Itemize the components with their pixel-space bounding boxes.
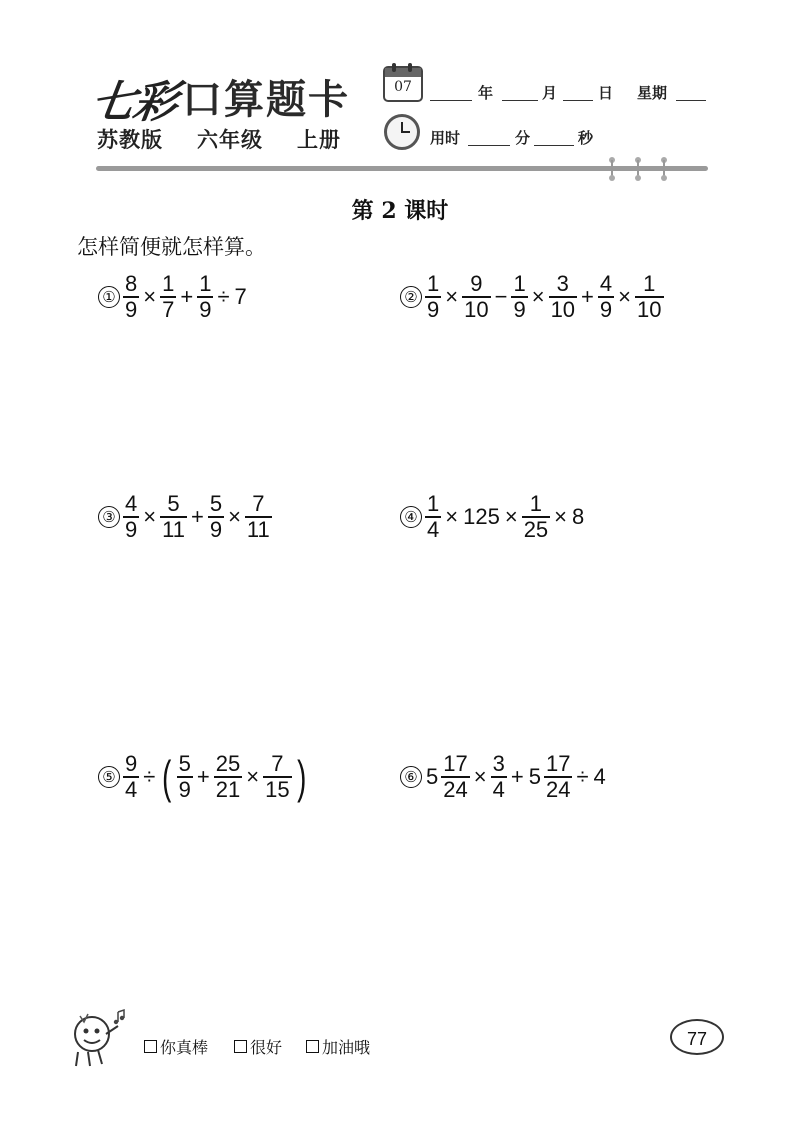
fraction [425, 492, 441, 542]
operator: + [190, 503, 204, 529]
year-field[interactable] [430, 82, 472, 101]
numerator: 17 [443, 751, 468, 776]
instruction-text: 怎样简便就怎样算。 [77, 235, 266, 259]
fraction [462, 272, 490, 322]
year-label: 年 [478, 84, 494, 102]
fraction [160, 272, 176, 322]
operator: ÷ [576, 763, 589, 789]
page-number: 77 [670, 1019, 724, 1055]
numerator: 17 [545, 751, 571, 776]
volume-label: 上册 [297, 128, 341, 152]
fraction [491, 752, 507, 802]
operator: × [531, 283, 545, 309]
problem-2 [400, 272, 665, 322]
numerator: 7 [252, 491, 265, 516]
rating-option-1[interactable] [144, 1035, 208, 1058]
fraction [544, 752, 572, 802]
fraction [214, 752, 242, 802]
checkbox[interactable] [144, 1040, 157, 1053]
weekday-field[interactable] [676, 82, 706, 101]
calendar-icon [383, 66, 423, 102]
fraction [123, 752, 139, 802]
fraction [263, 752, 291, 802]
grade-label: 六年级 [197, 128, 263, 152]
numerator: 7 [271, 751, 284, 776]
denominator: 10 [550, 296, 576, 322]
rating-option-3[interactable] [306, 1035, 370, 1058]
denominator: 10 [464, 296, 489, 322]
numerator: 1 [427, 491, 440, 516]
parenthesis: ( [162, 750, 172, 803]
operator: × [445, 283, 459, 309]
number: 8 [572, 503, 585, 529]
denominator: 9 [178, 776, 191, 802]
numerator: 25 [215, 751, 241, 776]
time-used-label: 用时 [430, 129, 461, 147]
denominator: 15 [265, 776, 290, 802]
problem-number: ⑥ [400, 766, 422, 788]
denominator: 9 [427, 296, 440, 322]
denominator: 7 [162, 296, 175, 322]
fraction [177, 752, 193, 802]
denominator: 24 [545, 776, 571, 802]
clock-icon [384, 114, 420, 150]
fraction [522, 492, 550, 542]
denominator: 4 [427, 516, 440, 542]
fraction [197, 272, 213, 322]
weekday-label: 星期 [637, 84, 668, 102]
brand-title: 口算题卡 [182, 77, 350, 123]
day-label: 日 [598, 84, 614, 102]
numerator: 1 [529, 491, 543, 516]
numerator: 1 [643, 271, 656, 296]
denominator: 9 [125, 516, 138, 542]
number: 4 [593, 763, 606, 789]
denominator: 9 [199, 296, 212, 322]
operator: + [581, 283, 594, 309]
problem-4 [400, 492, 586, 542]
problem-3 [98, 492, 273, 542]
operator: × [618, 283, 632, 309]
divider-ornament [609, 157, 615, 181]
rating-label: 很好 [250, 1038, 283, 1057]
fraction [425, 272, 441, 322]
fraction [441, 752, 469, 802]
calendar-number: 07 [394, 79, 412, 95]
mascot-illustration [68, 1004, 130, 1070]
operator: ÷ [143, 763, 156, 789]
month-label: 月 [542, 84, 558, 102]
parenthesis: ) [296, 750, 306, 803]
day-field[interactable] [563, 82, 593, 101]
problem-number: ④ [400, 506, 422, 528]
fraction [549, 272, 577, 322]
denominator: 11 [246, 516, 270, 542]
operator: × [143, 503, 157, 529]
numerator: 4 [125, 491, 138, 516]
fraction [598, 272, 614, 322]
operator: − [494, 283, 508, 309]
operator: ÷ [217, 283, 230, 309]
denominator: 9 [125, 296, 138, 322]
problem-number: ② [400, 286, 422, 308]
denominator: 9 [599, 296, 613, 322]
operator: × [473, 763, 487, 789]
checkbox[interactable] [234, 1040, 247, 1053]
problem-number: ③ [98, 506, 120, 528]
numerator: 8 [125, 271, 138, 296]
numerator: 1 [162, 271, 175, 296]
numerator: 5 [178, 751, 191, 776]
minutes-label: 分 [515, 129, 531, 147]
operator: × [246, 763, 260, 789]
denominator: 4 [492, 776, 505, 802]
fraction [245, 492, 272, 542]
number: 125 [463, 503, 500, 529]
lesson-title: 第 2 课时 [351, 198, 449, 224]
rating-label: 加油哦 [322, 1038, 371, 1057]
checkbox[interactable] [306, 1040, 319, 1053]
number: 5 [426, 763, 439, 789]
operator: + [510, 763, 524, 789]
numerator: 9 [470, 271, 483, 296]
operator: × [554, 503, 568, 529]
numerator: 1 [513, 271, 526, 296]
problem-number: ⑤ [98, 766, 120, 788]
numerator: 1 [199, 271, 212, 296]
numerator: 1 [427, 271, 440, 296]
rating-option-2[interactable] [234, 1035, 282, 1058]
denominator: 25 [523, 516, 549, 542]
operator: × [504, 503, 518, 529]
operator: × [143, 283, 157, 309]
rating-label: 你真棒 [160, 1038, 209, 1057]
numerator: 3 [492, 751, 505, 776]
fraction [123, 272, 139, 322]
operator: + [180, 283, 194, 309]
seconds-field[interactable] [534, 127, 574, 146]
fraction [208, 492, 224, 542]
problem-5 [98, 752, 310, 802]
edition-label: 苏教版 [97, 128, 163, 152]
denominator: 4 [125, 776, 138, 802]
number: 7 [234, 283, 247, 309]
number: 5 [528, 763, 541, 789]
problem-6 [400, 752, 608, 802]
fraction [160, 492, 187, 542]
numerator: 5 [209, 491, 223, 516]
problem-number: ① [98, 286, 120, 308]
numerator: 4 [599, 271, 613, 296]
operator: + [196, 763, 210, 789]
numerator: 9 [125, 751, 138, 776]
seconds-label: 秒 [578, 129, 594, 147]
denominator: 24 [443, 776, 468, 802]
operator: × [228, 503, 241, 529]
month-field[interactable] [502, 82, 538, 101]
denominator: 9 [209, 516, 223, 542]
brand-mark: 七彩 [87, 77, 179, 128]
numerator: 3 [556, 271, 569, 296]
problem-1 [98, 272, 249, 322]
minutes-field[interactable] [468, 127, 510, 146]
fraction [123, 492, 139, 542]
operator: × [445, 503, 459, 529]
header-divider [96, 166, 708, 171]
divider-ornament [661, 157, 667, 181]
denominator: 21 [215, 776, 241, 802]
divider-ornament [635, 157, 641, 181]
numerator: 5 [167, 491, 180, 516]
denominator: 11 [162, 516, 185, 542]
fraction [635, 272, 663, 322]
denominator: 10 [637, 296, 662, 322]
fraction [511, 272, 527, 322]
denominator: 9 [513, 296, 526, 322]
